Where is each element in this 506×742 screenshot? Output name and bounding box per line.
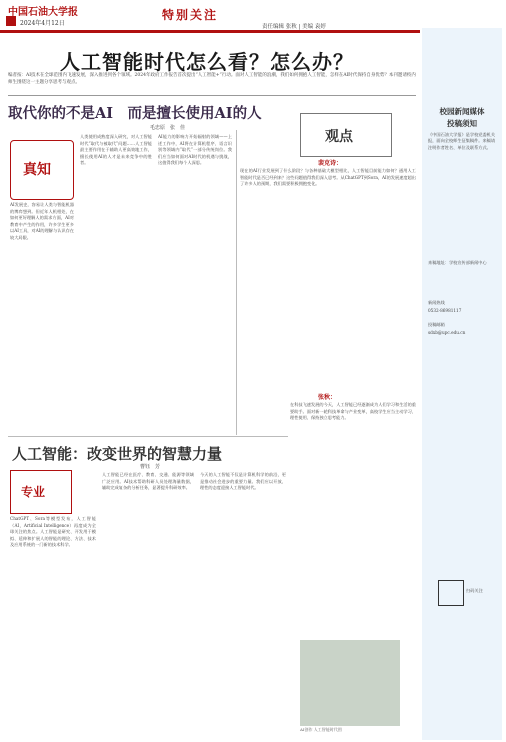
editor-line: 责任编辑 张秋 | 美编 袁婷 [262, 24, 326, 30]
column-logo-zhuanye [10, 470, 72, 514]
article1-byline: 毛忠原 张 佳 [150, 125, 186, 131]
qr-label: 扫码关注 [466, 588, 483, 593]
column-logo-zhenzhi [10, 140, 74, 200]
divider [8, 436, 288, 437]
header-rule [0, 30, 420, 33]
article2-col2: 人工智能已经在医疗、教育、交通、能源等领域广泛应用。AI技术帮助科研人员处理海量数据，辅助完成复杂的分析任务，显著提升科研效率。 [102, 472, 194, 491]
author2-text: 在科技飞速发展的今天，人工智能已经逐渐成为人们学习和生活的重要助手。面对新一轮科技革命与产业变革，高校学生应当主动学习、理性使用、保持独立思考能力。 [290, 402, 416, 421]
viewpoint-banner [300, 113, 392, 157]
article2-col3: 今天的人工智能不仅是计算机科学的前沿，更是推动社会进步的重要力量。我们应以开放、理性的态度迎接人工智能时代。 [200, 472, 286, 491]
email-heading: 投稿邮箱 [428, 322, 445, 327]
author2-name: 张秋： [318, 394, 337, 401]
viewpoint-author: 裴克诗： [318, 160, 343, 167]
sidebar-subtitle: 投稿须知 [447, 119, 477, 128]
sidebar-address: 来稿地址：学校宣传部新闻中心 [428, 260, 487, 265]
article1-col1: AI发展史，容易让人类与智能机器的博弈想到。但近年人机相处，在如何更好理解人的需求方面，AI对教育中产生的作用，许多学生更多以AI工具，对AI的理解与认识存在较大局限。 [10, 202, 74, 240]
sidebar-title: 校园新闻媒体 [439, 107, 485, 116]
article2-byline: 曹钰 芳 [140, 464, 161, 470]
contact-email: sdxb@upc.edu.cn [428, 330, 466, 335]
divider [8, 95, 416, 96]
article2-title: 人工智能：改变世界的智慧力量 [12, 445, 223, 463]
qr-code-image [438, 580, 464, 606]
page-main-title: 人工智能时代怎么看？怎么办？ [60, 50, 354, 74]
issue-date: 2024年4月12日 [20, 20, 65, 27]
sidebar-text: 《中国石油大学报》是学校党委机关报，面向全校师生征集稿件。来稿请注明作者姓名、单位及联系方式。 [428, 132, 496, 150]
illustration-image [300, 640, 400, 726]
viewpoint-text: 现在的AI行业发展到了什么阶段？与各种基础大模型相比，人工智能目前能力如何？通用人工智能时代是否已经到来？这些问题值得我们深入思考。从ChatGPT到Sora，AI的发展速度超出了许多人的预期，我们需要积极拥抱变化。 [240, 168, 416, 187]
column-logo-text: 专业 [21, 485, 46, 499]
masthead [0, 0, 506, 30]
article1-col2: 人类使用成熟度深入研究，对人工智能时代“取代与被取代”问题……人工智能最主要作用在于辅助人更高效地工作，擅长使用AI的人才是未来竞争中的胜者。 [80, 134, 152, 166]
viewpoint-label: 观点 [325, 129, 353, 145]
section-title: 特别关注 [162, 8, 219, 22]
column-logo-text: 真知 [23, 162, 51, 178]
article2-col1: ChatGPT、Sora等模型发布，人工智能（AI，Artificial Intelligence）再度成为全球关注的焦点。人工智能是研究、开发用于模拟、延伸和扩展人的智能的理论、方法、技术及应用系统的一门新的技术科学。 [10, 516, 96, 548]
article1-col3: AI能力的影响力开始辐射的领域——上述工作中，AI将在计算机程序、语言识别等领域内“取代”一部分传统岗位。我们应当如何面对AI时代的机遇与挑战，这值得我们每个人深思。 [158, 134, 232, 166]
contact-phone: 0532-86981117 [428, 308, 462, 313]
article1-title: 取代你的不是AI 而是擅长使用AI的人 [8, 105, 262, 122]
illustration-caption: AI创作 人工智能时代图 [300, 727, 342, 732]
divider [236, 130, 237, 435]
newspaper-logo: 中国石油大学报 [8, 7, 78, 18]
editor-note: 编者按：AI技术在全球范围内飞速发展，深入推进到各个领域。2024年政府工作报告首次提出“人工智能+”行动。面对人工智能的浪潮，我们如何拥抱人工智能，怎样在AI时代保持自身优势？本刊邀请校内师生围绕这一主题分享思考与观点。 [8, 73, 416, 85]
contact-heading: 新闻热线 [428, 300, 445, 305]
